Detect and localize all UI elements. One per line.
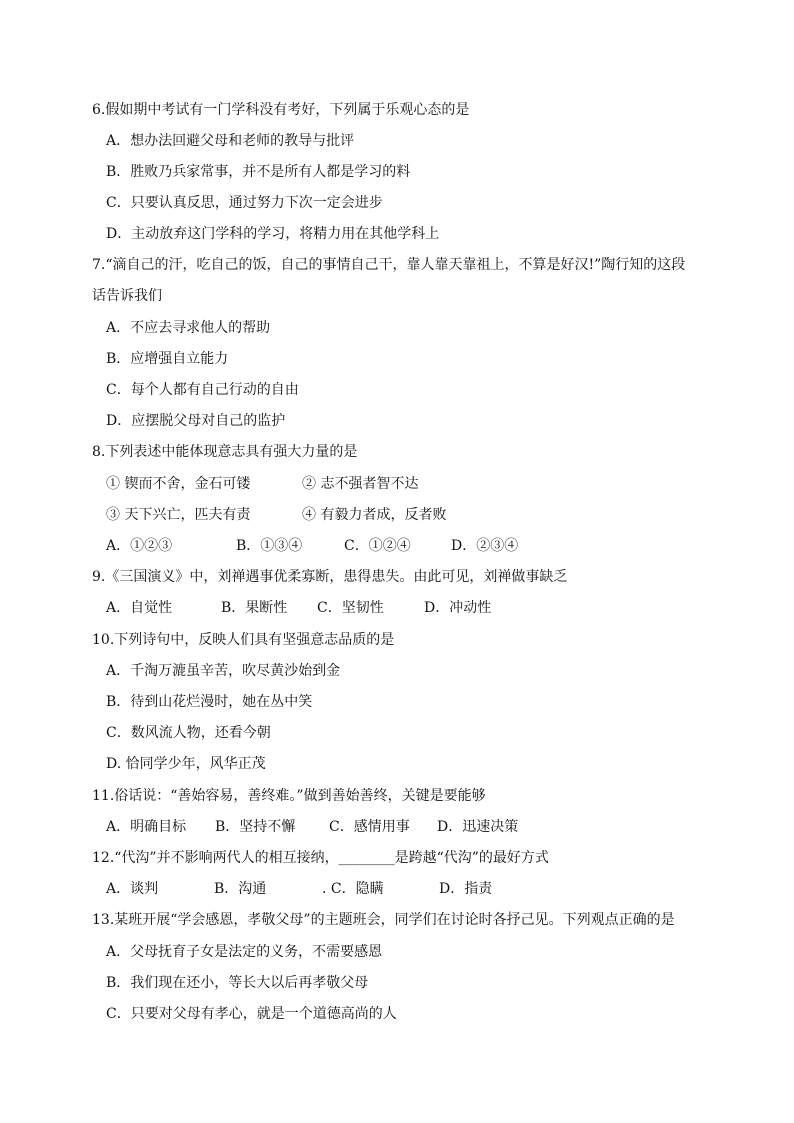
question-8-option-c: C．①②④	[344, 538, 411, 554]
question-10-option-b: B．待到山花烂漫时，她在丛中笑	[106, 694, 313, 710]
question-10-option-c: C．数风流人物，还看今朝	[106, 725, 271, 741]
question-7-option-a: A．不应去寻求他人的帮助	[106, 320, 271, 336]
question-6-option-b: B．胜败乃兵家常事，并不是所有人都是学习的料	[106, 164, 411, 180]
question-13-option-b: B．我们现在还小，等长大以后再孝敬父母	[106, 975, 369, 991]
question-12-option-c: . C．隐瞒	[322, 881, 384, 897]
question-10-stem: 10.下列诗句中，反映人们具有坚强意志品质的是	[92, 632, 395, 648]
question-11-stem: 11.俗话说：“善始容易，善终难。”做到善始善终，关键是要能够	[92, 788, 486, 804]
question-9-option-a: A．自觉性	[106, 600, 173, 616]
question-9-stem: 9.《三国演义》中，刘禅遇事优柔寡断，患得患失。由此可见，刘禅做事缺乏	[92, 569, 568, 585]
question-8-statement-2: ② 志不强者智不达	[302, 476, 419, 492]
question-9-option-d: D．冲动性	[424, 600, 492, 616]
question-13-stem: 13.某班开展“学会感恩，孝敬父母”的主题班会，同学们在讨论时各抒己见。下列观点正确的是	[92, 912, 675, 928]
question-8-option-b: B．①③④	[236, 538, 303, 554]
question-9-option-b: B．果断性	[221, 600, 288, 616]
question-6-stem: 6.假如期中考试有一门学科没有考好，下列属于乐观心态的是	[92, 102, 470, 118]
question-12-option-a: A．谈判	[106, 881, 159, 897]
question-8-statement-1: ① 锲而不舍，金石可镂	[106, 476, 251, 492]
question-11-option-c: C．感情用事	[329, 819, 410, 835]
question-12-option-b: B．沟通	[214, 881, 267, 897]
question-12-stem: 12.“代沟”并不影响两代人的相互接纳，________是跨越“代沟”的最好方式	[92, 850, 549, 866]
question-8-option-d: D．②③④	[451, 538, 519, 554]
question-6-option-c: C．只要认真反思，通过努力下次一定会进步	[106, 195, 383, 211]
question-8-statement-3: ③ 天下兴亡，匹夫有责	[106, 507, 251, 523]
question-7-option-c: C．每个人都有自己行动的自由	[106, 382, 299, 398]
question-6-option-a: A．想办法回避父母和老师的教导与批评	[106, 133, 355, 149]
question-9-option-c: C．坚韧性	[317, 600, 384, 616]
question-10-option-d: D. 恰同学少年，风华正茂	[106, 756, 266, 772]
question-11-option-d: D．迅速决策	[437, 819, 519, 835]
question-7-stem-continued: 话告诉我们	[92, 288, 162, 304]
question-13-option-a: A．父母抚育子女是法定的义务，不需要感恩	[106, 944, 383, 960]
question-8-stem: 8.下列表述中能体现意志具有强大力量的是	[92, 444, 358, 460]
question-11-option-b: B．坚持不懈	[215, 819, 296, 835]
question-8-option-a: A．①②③	[106, 538, 173, 554]
question-11-option-a: A．明确目标	[106, 819, 187, 835]
question-13-option-c: C．只要对父母有孝心，就是一个道德高尚的人	[106, 1006, 397, 1022]
question-12-option-d: D．指责	[439, 881, 493, 897]
question-6-option-d: D．主动放弃这门学科的学习，将精力用在其他学科上	[106, 226, 440, 242]
question-10-option-a: A．千淘万漉虽辛苦，吹尽黄沙始到金	[106, 663, 341, 679]
question-7-option-d: D．应摆脱父母对自己的监护	[106, 413, 286, 429]
question-7-stem: 7.“滴自己的汗，吃自己的饭，自己的事情自己干，靠人靠天靠祖上，不算是好汉!”陶行知的这段	[92, 257, 686, 273]
question-8-statement-4: ④ 有毅力者成，反者败	[302, 507, 447, 523]
question-7-option-b: B．应增强自立能力	[106, 351, 229, 367]
